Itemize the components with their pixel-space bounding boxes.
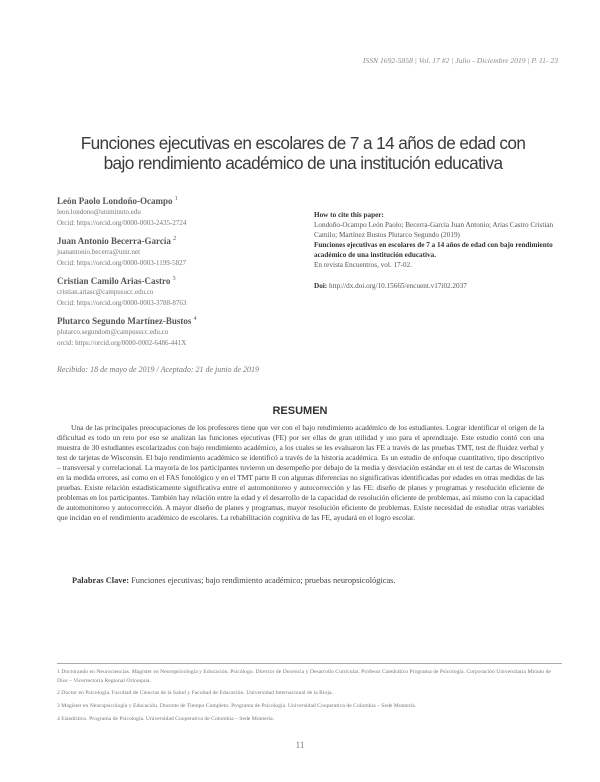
footnote: 1 Doctorando en Neurociencias. Magíster en Neuropsicología y Educación. Psicólogo. Director de Docencia y Desarrollo Curricular. Profesor Catedrático Programa de Psicología. Corporación Universitaria Minuto de Dios – Vicerrectoría Regional Orinoquia. [57,669,551,684]
author-name: Juan Antonio Becerra-García $^2$ [57,236,177,246]
paper-title [40,133,566,173]
keywords-text: Funciones ejecutivas; bajo rendimiento académico; pruebas neuropsicológicas. [131,576,396,585]
author-orcid[interactable]: Orcid: https://orcid.org/0000-0003-2435-2724 [57,218,187,227]
footnote: 4 Estadístico. Programa de Psicología. Universidad Cooperativa de Colombia – Sede Montería. [57,715,275,722]
cite-heading: How to cite this paper: [314,211,384,219]
issn-header: ISSN 1692-5858 | Vol. 17 #2 | Julio - Diciembre 2019 | P. 11- 23 [362,56,558,65]
author-email[interactable]: juanantonio.becerra@unir.net [57,248,141,256]
keywords-label: Palabras Clave: [72,576,129,585]
doi-line [314,282,574,290]
page-number: 11 [295,740,305,750]
keywords [72,576,552,585]
author-email[interactable]: cristian.ariasc@campusucc.edu.co [57,288,154,296]
author-orcid[interactable]: Orcid: https://orcid.org/0000-0003-1199-5827 [57,258,187,267]
doi-label: Doi: [314,282,328,290]
author-name: Cristian Camilo Arias-Castro $^3$ [57,276,176,286]
author-email[interactable]: leon.londono@uniminuto.edu [57,208,141,216]
title-line-2: bajo rendimiento académico de una institución educativa [103,153,503,173]
author-block [57,273,307,308]
abstract-heading: RESUMEN [272,405,328,417]
abstract-text: Una de las principales preocupaciones de los profesores tiene que ver con el bajo rendimiento académico de los estudiantes. Lograr identificar el origen de la dificultad es todo un reto por eso se analizan las funciones ejecutivas (FE) por ser ellas de gran utilidad y uso para el aprendizaje. Este estudio contó con una muestra de 30 estudiantes escolarizados con bajo rendimiento académico, a los cuales se les evaluaron las FE a través de las pruebas TMT, test de fluidez verbal y test de tarjetas de Wisconsin. El bajo rendimiento académico se identificó a través de la historia académica. Es un estudio de enfoque cuantitativo, tipo descriptivo – transversal y correlacional. La mayoría de los participantes tuvieron un desempeño por debajo de la media y desviación estándar en el test de cartas de Wisconsin en la medida errores, así como en el FAS fonológico y en el TMT parte B con algunas diferencias no significativas identificadas por edades en otras medidas de las pruebas. Existe relación estadísticamente significativa entre el automonitoreo y autocorrección y las FE: diseño de planes y programas y resolución eficiente de problemas en los participantes. También hay relación entre la edad y el desarrollo de la capacidad de resolución eficiente de problemas, así mismo con la capacidad de automonitoreo y autocorrección. A mayor diseño de planes y programas, mayor resolución eficiente de problemas. Existe necesidad de estudiar otras variables que incidan en el rendimiento académico de escolares. La rehabilitación cognitiva de las FE, ayudará en el logro escolar. [57,423,544,523]
author-block [57,233,307,268]
cite-authors: Londoño-Ocampo León Paolo; Becerra-García Juan Antonio; Arias Castro Cristian Camilo; Martínez Bustos Plutarco Segundo (2019) [314,221,554,239]
author-block [57,193,307,228]
footnote: 2 Doctor en Psicología. Facultad de Ciencias de la Salud y Facultad de Educación. Universidad Internacional de la Rioja. [57,690,333,697]
footnotes [57,663,562,728]
cite-title: Funciones ejecutivas en escolares de 7 a 14 años de edad con bajo rendimiento académico de una institución educativa. [314,241,553,259]
title-line-1: Funciones ejecutivas en escolares de 7 a 14 años de edad con [80,133,526,153]
doi-link[interactable]: http://dx.doi.org/10.15665/encuent.v17i02.2037 [328,282,467,290]
author-email[interactable]: plutarco.segundom@campusucc.edu.co [57,328,169,336]
author-block [57,313,307,348]
author-name: León Paolo Londoño-Ocampo $^1$ [57,196,178,206]
received-accepted-dates: Recibido: 18 de mayo de 2019 / Aceptado: 21 de junio de 2019 [57,365,260,374]
cite-journal: En revista Encuentros, vol. 17-02. [314,261,413,269]
author-list [57,193,307,353]
author-orcid[interactable]: Orcid: https://orcid.org/0000-0003-3788-8763 [57,298,187,307]
author-name: Plutarco Segundo Martínez-Bustos $^4$ [57,316,197,326]
author-orcid[interactable]: orcid: https://orcid.org/0000-0002-6486-441X [57,338,187,347]
how-to-cite [314,210,562,270]
footnote: 3 Magíster en Neuropsicología y Educación. Docente de Tiempo Completo. Programa de Psicología. Universidad Cooperativa de Colombia – Sede Montería. [57,703,417,710]
